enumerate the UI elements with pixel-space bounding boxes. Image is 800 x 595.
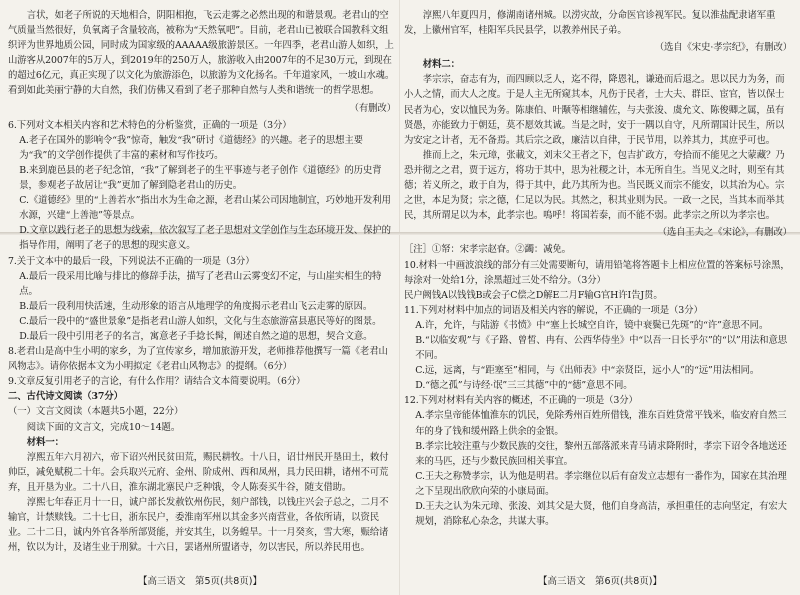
q11-option-c: C.远，远离，与“距塞至”相同，与《出师表》中“亲贤臣，远小人”的“远”用法相同。 xyxy=(415,365,760,377)
subsection-heading: （一）文言文阅读（本题共5小题，22分） xyxy=(8,406,184,418)
q6-option-d: D.文章以践行老子的思想为线索，依次叙写了老子思想对文学创作与生态环境开发、保护的指导作用，阐明了老子的思想的现实意义。 xyxy=(19,225,391,252)
q12-option-b: B.孝宗比较注重与少数民族的交往，黎州五部落派来青马请求降附时，孝宗下诏令各地送还来的马匹，还与少数民族回相关事宜。 xyxy=(415,440,787,467)
section-heading: 二、古代诗文阅读（37分） xyxy=(8,391,123,403)
q11-option-d: D.“德之孤”与诗经·氓”三三其德”中的“德”意思不同。 xyxy=(415,380,633,392)
page-5 xyxy=(8,8,396,555)
q12-option-c: C.王夫之称赞孝宗，认为他是明君。孝宗继位以后有奋发立志想有一番作为，国家在其治理之下呈现出欣欣向荣的小康局面。 xyxy=(415,470,787,497)
question-10: 10.材料一中画波浪线的部分有三处需要断句，请用铅笔将答题卡上相应位置的答案标号涂黑，每涂对一处给1分，涂黑超过三处不给分。（3分） xyxy=(404,259,790,286)
article-final-paragraph: 言状，如老子所说的天地相合，阴阳相抱，飞云走雾之必然出现的和谐景观。老君山的空气质量当然很好，负氧离子含量较高，被称为“天然氧吧”。目前，老君山已被联合国教科文组织评为世界地质公园，同时成为国家级的AAAAA级旅游景区。一年四季，老君山游人如织，上山游客从2007年的5万人，到2019年的250万人，旅游收入由2007年的不足30万元，到现在的超过6亿元，真正实现了以文化为旅游添色，以旅游为文化扬名。千年道家风，一坡山水魂。看到如此美丽宁静的大自然，我们仿佛又看到了老子那种自然与人类和谐统一的哲学思想。 xyxy=(8,10,395,97)
q6-option-a: A.老子在国外的影响令“我”惊奇，触发“我”研讨《道德经》的兴趣。老子的思想主要为“我”的文学创作提供了丰富的素材和写作技巧。 xyxy=(19,134,363,161)
question-8: 8.老君山是高中生小明的家乡，为了宣传家乡，增加旅游开发，老师推荐他撰写一篇《老君山风物志》。请你依据本文为小明拟定《老君山风物志》的提纲。（6分） xyxy=(8,346,388,373)
q11-option-b: B.“以临安观”与《子路、曾皙、冉有、公西华侍坐》中“以吾一日长乎尔”的“以”用法和意思不同。 xyxy=(415,334,787,362)
q7-option-b: B.最后一段利用快活速，生动形象的语言从地理学的角度揭示老君山飞云走雾的原因。 xyxy=(19,300,373,312)
source-note-1: （选自《宋史·孝宗纪》，有删改） xyxy=(654,42,792,54)
source-note: （有删改） xyxy=(349,102,396,114)
q7-option-d: D.最后一段中引用老子的名言，寓意老子手捻长髯，阐述自然之道的思想，契合文意。 xyxy=(19,330,373,342)
material-1-para-2: 淳熙七年春正月十一日，诚户部长发赦钦州伤民，刻户部钱，以钱庄兴会子总之，二月不输官，计禁赎钱。二十七日，浙东民户，委淮南军州以其金多兴南营业，各依所请，以资民业。二十二日，诚内外官各举所部贤能，并安其生，以务蝗旱。十一月癸亥，雪大寒，赈给诸州，钦以为计，及诸生业于刑狱。十六日，罢诸州所盟诸寺，勿以害民，所以养民用也。 xyxy=(8,497,389,554)
q7-option-c: C.最后一段中的“盛世景象”是指老君山游人如织，文化与生态旅游富县惠民等好的图景。 xyxy=(19,315,382,327)
source-note-2: （选自王夫之《宋论》，有删改） xyxy=(657,227,792,239)
material-2-para-1: 孝宗宗，奋志有为，而四顾以乏人，迄不得，降恩礼，谦逊而后退之。思以民力为务，而小人之情，而大人之度。于是人主无所窥其本，凡伤于民者，士大夫、群臣、宦官，皆以保士民者为心，安以恤民为务。陈康伯、叶颙等相继辅佐，与夫张浚、虞允文、陈俊卿之属，虽有贤愚，亦能致力于朝廷，莫不愿效其诚。当是之时，安于一隅以自守，凡所谓国计民生，所以为安定之计者，无不备焉。其后宗之政，廉洁以自律，于民节用，以养其力，其庶乎可也。 xyxy=(404,74,785,146)
question-11: 11.下列对材料中加点的词语及相关内容的解说，不正确的一项是（3分） xyxy=(404,304,703,316)
q10-sentence: 民户阙钱A以钱钱B或会子C偿之D解E二月F输G官H许I告J贯。 xyxy=(404,289,663,301)
page-5-footer: 【高三语文 第5页(共8页)】 xyxy=(137,576,262,587)
material-1-para-3: 淳熙八年夏四月，修湖南诸州城。以涝灾故，分命医官诊视军民。复以淮盐配隶诸军重发，上徽州官军，桂阳军兵民县学，以教养州民子弟。 xyxy=(404,10,776,37)
page-6-footer: 【高三语文 第6页(共8页)】 xyxy=(537,576,662,587)
material-1-label: 材料一： xyxy=(26,436,64,448)
question-12: 12.下列对材料有关内容的概述，不正确的一项是（3分） xyxy=(404,395,638,407)
q7-option-a: A.最后一段采用比喻与排比的修辞手法，描写了老君山云雾变幻不定，与山崖实相生的特点。 xyxy=(19,270,382,297)
question-9: 9.文章反复引用老子的言论，有什么作用？请结合文本简要说明。（6分） xyxy=(8,376,306,388)
question-7: 7.关于文本中的最后一段，下列说法不正确的一项是（3分） xyxy=(8,255,255,267)
q11-option-a: A.许，允许，与陆游《书愤》中“塞上长城空自许，镜中衰鬓已先斑”的“许”意思不同。 xyxy=(415,319,769,331)
material-2-label: 材料二： xyxy=(422,59,460,71)
reading-instruction: 阅读下面的文言文，完成10～14题。 xyxy=(26,421,181,433)
q6-option-c: C.《道德经》里的“上善若水”指出水为生命之源，老君山某公司因地制宜，巧妙地开发利用水源，兴建“上善池”等景点。 xyxy=(19,195,391,222)
q6-option-b: B.来到鹿邑县的老子纪念馆，“我”了解到老子的生平事迹与老子创作《道德经》的历史背景，参观老子故居让“我”更加了解到隐老君山的历史。 xyxy=(19,164,382,192)
material-2-para-2: 推而上之，朱元璋，张載文，刘末父王者之下，包吉扩政方，夸拾而不能见之大蒙藏？乃恐并彻之之君，贾于远方，将功于其中，思为社稷之计，本无所自生。当见义之时，则至有其德；若义所之，敢于自为，得于其中，此乃其所为也。当民既义而宗不能安，以其治为心。宗之世，本足为贤；宗之德，仁足以为民。其然之，积其业则为民。一政一之民，当其本而举其民，其所谓足以为本，此孝宗也。嗚呼！将国若泰，而不能不弱。此孝宗之所以为孝宗也。 xyxy=(404,149,785,222)
page-gutter xyxy=(399,0,400,595)
q12-option-a: A.孝宗皇帝能体恤淮东的饥民，免除秀州百姓所借钱，淮东百姓贷常平钱米，临安府自然三年的身了钱和缓州路上供余的金银。 xyxy=(415,410,787,437)
page-6 xyxy=(404,8,792,529)
material-1-para-1: 淳熙五年六月初六，帝下诏兴州民贫田荒，赐民耕牧。十八日，诏廿州民开垦田土，敕付帅臣，减免赋税二十年。会兵取兴元府、金州、阶成州、西和凤州，具力民田耕，诸州不可荒弃，且开垦为业。二十八日，淮东湖北寨民户乏种饿，令人陈奏买牛谷，随支借助。 xyxy=(8,451,389,493)
q12-option-d: D.王夫之认为朱元璋、张浚、刘其父是大贤，他们自身高洁，承担重任的志向坚定，有宏大规划，消除私心杂念，共谋大事。 xyxy=(415,501,787,528)
annotation-note: ［注］①帑：宋孝宗赵眘。②蠲：减免。 xyxy=(404,244,571,256)
question-6: 6.下列对文本相关内容和艺术特色的分析鉴赏，正确的一项是（3分） xyxy=(8,119,292,131)
